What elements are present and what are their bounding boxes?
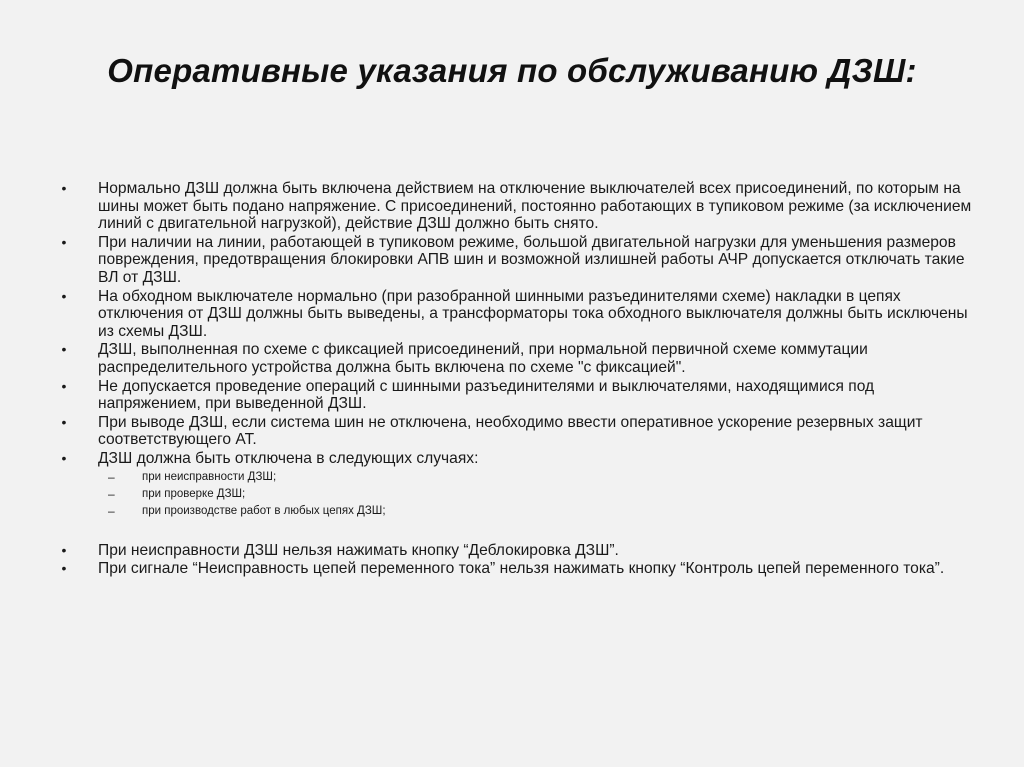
sub-list-item	[58, 503, 978, 520]
list-item-text: На обходном выключателе нормально (при разобранной шинными разъединителями схеме) накладки в цепях отключения от ДЗШ должны быть выведены, а трансформаторы тока обходного выключателя должны быть исключены из схемы ДЗШ.	[98, 287, 968, 340]
bullet-icon: •	[61, 449, 67, 466]
page-title: Оперативные указания по обслуживанию ДЗШ:	[107, 52, 917, 89]
list-item	[58, 288, 978, 341]
list-item	[58, 414, 978, 449]
sub-list-item	[58, 469, 978, 486]
bullet-icon: •	[61, 180, 67, 196]
dash-icon: –	[108, 469, 115, 484]
bullet-icon: •	[61, 541, 67, 558]
bullet-icon: •	[61, 377, 67, 394]
list-item	[58, 378, 978, 413]
sub-list-item-text: при производстве работ в любых цепях ДЗШ;	[142, 505, 386, 518]
list-item-text: При наличии на линии, работающей в тупиковом режиме, большой двигательной нагрузки для уменьшения размеров повреждения, предотвращения блокировки АПВ шин и возможной излишней работы АЧР допускается отключать такие ВЛ от ДЗШ.	[98, 233, 965, 286]
list-item-text: При неисправности ДЗШ нельзя нажимать кнопку “Деблокировка ДЗШ”.	[98, 541, 619, 559]
bullet-icon: •	[61, 341, 67, 358]
sub-list-item	[58, 486, 978, 503]
bullet-icon: •	[61, 287, 67, 304]
spacer	[58, 521, 978, 542]
list-item	[58, 234, 978, 287]
bullet-icon: •	[61, 560, 67, 577]
sub-list	[58, 469, 978, 521]
list-item-text: При выводе ДЗШ, если система шин не отключена, необходимо ввести оперативное ускорение резервных защит соответствующего АТ.	[98, 413, 923, 449]
sub-list-item-text: при неисправности ДЗШ;	[142, 470, 277, 483]
list-item	[58, 560, 978, 578]
bullet-list	[58, 180, 978, 579]
list-item-text: Нормально ДЗШ должна быть включена действием на отключение выключателей всех присоединений, по которым на шины может быть подано напряжение. С присоединений, постоянно работающих в тупиковом режиме (за исключением линий с двигательной нагрузкой), действие ДЗШ должно быть снято.	[98, 180, 972, 233]
list-item	[58, 450, 978, 468]
list-item-text: ДЗШ должна быть отключена в следующих случаях:	[98, 449, 479, 467]
list-item	[58, 542, 978, 560]
list-item-text: При сигнале “Неисправность цепей переменного тока” нельзя нажимать кнопку “Контроль цепей переменного тока”.	[98, 560, 945, 578]
list-item	[58, 341, 978, 376]
dash-icon: –	[108, 504, 115, 519]
list-item-text: Не допускается проведение операций с шинными разъединителями и выключателями, находящимися под напряжением, при выведенной ДЗШ.	[98, 377, 875, 413]
dash-icon: –	[108, 486, 115, 501]
bullet-icon: •	[61, 413, 67, 430]
list-item	[58, 180, 978, 233]
bullet-icon: •	[61, 233, 67, 250]
sub-list-item-text: при проверке ДЗШ;	[142, 487, 246, 500]
list-item-text: ДЗШ, выполненная по схеме с фиксацией присоединений, при нормальной первичной схеме коммутации распределительного устройства должна быть включена по схеме "с фиксацией".	[98, 341, 868, 376]
